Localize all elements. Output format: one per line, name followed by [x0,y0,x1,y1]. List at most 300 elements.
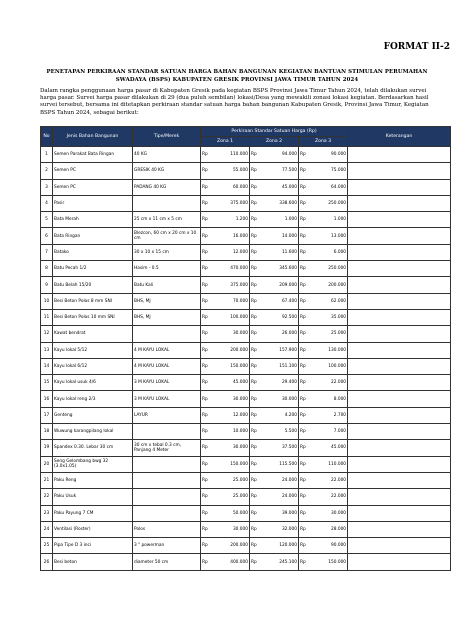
price-zona-3: 130.000 [312,342,348,358]
material-type: 3 " powerman [133,538,201,554]
row-number: 24 [41,521,53,537]
header-zona-3: Zona 3 [299,137,348,147]
format-label: FORMAT II-2 [383,42,450,52]
price-zona-2: 92.500 [263,309,299,325]
currency-zona-3: Rp [299,277,312,293]
material-type [133,326,201,342]
material-type: Batu Kali [133,277,201,293]
price-zona-3: 250.000 [312,261,348,277]
price-zona-3: 110.000 [312,456,348,472]
material-name: Kayu lokal 5/12 [53,342,133,358]
material-type: BHS, MJ [133,309,201,325]
price-zona-3: 22.000 [312,489,348,505]
row-number: 6 [41,228,53,244]
price-zona-2: 67.400 [263,293,299,309]
table-row [41,228,451,244]
material-type: 3 M KAYU LOKAL [133,391,201,407]
keterangan-cell [348,228,451,244]
currency-zona-2: Rp [250,456,263,472]
material-type: PADANG 40 KG [133,179,201,195]
material-name: Paku Usuk [53,489,133,505]
material-type: Hasim - 0.5 [133,261,201,277]
table-row [41,538,451,554]
material-name: Semen Parakat Bata Ringan [53,147,133,163]
keterangan-cell [348,391,451,407]
title-line-2: SWADAYA (BSPS) KABUPATEN GRESIK PROVINSI JAWA TIMUR TAHUN 2024 [115,77,359,83]
row-number: 14 [41,358,53,374]
price-zona-2: 32.000 [263,521,299,537]
price-zona-2: 26.000 [263,326,299,342]
header-zona-2: Zona 2 [250,137,299,147]
price-zona-1: 25.000 [214,489,250,505]
row-number: 7 [41,244,53,260]
currency-zona-1: Rp [201,179,214,195]
table-row [41,309,451,325]
material-name: Kayu lokal 6/12 [53,358,133,374]
currency-zona-2: Rp [250,309,263,325]
currency-zona-2: Rp [250,244,263,260]
price-zona-1: 400.000 [214,554,250,570]
currency-zona-3: Rp [299,554,312,570]
price-zona-2: 157.900 [263,342,299,358]
row-number: 10 [41,293,53,309]
header-perkiraan: Perkiraan Standar Satuan Harga (Rp) [201,127,348,137]
currency-zona-1: Rp [201,212,214,228]
material-type: 25 cm x 11 cm x 5 cm [133,212,201,228]
row-number: 25 [41,538,53,554]
row-number: 13 [41,342,53,358]
material-type: 4 M KAYU LOKAL [133,342,201,358]
currency-zona-2: Rp [250,179,263,195]
table-row [41,293,451,309]
material-type [133,505,201,521]
price-table [40,126,451,571]
price-zona-2: 29.400 [263,375,299,391]
table-row [41,212,451,228]
row-number: 5 [41,212,53,228]
price-zona-3: 90.000 [312,147,348,163]
currency-zona-1: Rp [201,538,214,554]
currency-zona-3: Rp [299,489,312,505]
table-row [41,277,451,293]
material-type: diameter 50 cm [133,554,201,570]
material-name: Genteng [53,407,133,423]
material-name: Besi beton [53,554,133,570]
currency-zona-1: Rp [201,358,214,374]
document-title [40,68,434,84]
row-number: 20 [41,456,53,472]
price-zona-3: 62.000 [312,293,348,309]
material-name: Bata Ringan [53,228,133,244]
row-number: 16 [41,391,53,407]
material-type: 4 M KAYU LOKAL [133,358,201,374]
price-zona-2: 94.000 [263,147,299,163]
price-zona-1: 200.000 [214,342,250,358]
row-number: 21 [41,472,53,488]
table-body [41,147,451,571]
price-zona-1: 50.000 [214,505,250,521]
keterangan-cell [348,489,451,505]
price-zona-2: 120.000 [263,538,299,554]
row-number: 8 [41,261,53,277]
price-zona-3: 30.000 [312,505,348,521]
material-name: Ventilasi (Roster) [53,521,133,537]
row-number: 9 [41,277,53,293]
keterangan-cell [348,147,451,163]
price-zona-2: 209.000 [263,277,299,293]
currency-zona-3: Rp [299,391,312,407]
price-zona-2: 14.000 [263,228,299,244]
price-zona-1: 45.000 [214,375,250,391]
keterangan-cell [348,342,451,358]
currency-zona-3: Rp [299,456,312,472]
currency-zona-3: Rp [299,163,312,179]
currency-zona-1: Rp [201,424,214,440]
price-zona-1: 200.000 [214,538,250,554]
price-zona-3: 22.000 [312,472,348,488]
currency-zona-2: Rp [250,505,263,521]
title-line-1: PENETAPAN PERKIRAAN STANDAR SATUAN HARGA BAHAN BANGUNAN KEGIATAN BANTUAN STIMULAN PERUMAHAN [46,69,428,75]
material-type [133,456,201,472]
price-zona-3: 13.000 [312,228,348,244]
material-name: Kawat bendrat [53,326,133,342]
currency-zona-1: Rp [201,228,214,244]
currency-zona-1: Rp [201,554,214,570]
keterangan-cell [348,293,451,309]
row-number: 2 [41,163,53,179]
currency-zona-1: Rp [201,244,214,260]
table-row [41,163,451,179]
material-type: BHS, MJ [133,293,201,309]
header-no: No [41,127,53,147]
currency-zona-3: Rp [299,472,312,488]
currency-zona-2: Rp [250,538,263,554]
currency-zona-2: Rp [250,147,263,163]
price-zona-1: 30.000 [214,326,250,342]
material-name: Paku Payung 7 CM [53,505,133,521]
table-row [41,456,451,472]
row-number: 1 [41,147,53,163]
price-zona-2: 1.000 [263,212,299,228]
currency-zona-2: Rp [250,489,263,505]
keterangan-cell [348,440,451,456]
table-row [41,407,451,423]
price-zona-3: 7.000 [312,424,348,440]
currency-zona-1: Rp [201,309,214,325]
table-row [41,554,451,570]
material-name: Bata Merah [53,212,133,228]
material-name: Batako [53,244,133,260]
currency-zona-3: Rp [299,244,312,260]
price-zona-2: 39.000 [263,505,299,521]
keterangan-cell [348,554,451,570]
keterangan-cell [348,424,451,440]
price-zona-3: 250.000 [312,195,348,211]
row-number: 19 [41,440,53,456]
currency-zona-3: Rp [299,407,312,423]
header-zona-1: Zona 1 [201,137,250,147]
keterangan-cell [348,179,451,195]
row-number: 18 [41,424,53,440]
table-row [41,489,451,505]
currency-zona-2: Rp [250,277,263,293]
row-number: 17 [41,407,53,423]
currency-zona-2: Rp [250,440,263,456]
table-header [41,127,451,147]
currency-zona-1: Rp [201,407,214,423]
currency-zona-1: Rp [201,342,214,358]
currency-zona-3: Rp [299,326,312,342]
material-name: Pasir [53,195,133,211]
currency-zona-2: Rp [250,391,263,407]
currency-zona-1: Rp [201,277,214,293]
price-zona-1: 30.000 [214,521,250,537]
material-type [133,472,201,488]
currency-zona-3: Rp [299,195,312,211]
material-type [133,489,201,505]
keterangan-cell [348,472,451,488]
keterangan-cell [348,375,451,391]
currency-zona-3: Rp [299,261,312,277]
table-row [41,424,451,440]
currency-zona-2: Rp [250,358,263,374]
table-row [41,440,451,456]
price-zona-1: 470.000 [214,261,250,277]
keterangan-cell [348,261,451,277]
currency-zona-1: Rp [201,505,214,521]
currency-zona-1: Rp [201,489,214,505]
price-zona-3: 6.000 [312,244,348,260]
keterangan-cell [348,212,451,228]
price-zona-2: 24.000 [263,472,299,488]
currency-zona-2: Rp [250,554,263,570]
currency-zona-3: Rp [299,440,312,456]
row-number: 23 [41,505,53,521]
currency-zona-1: Rp [201,195,214,211]
currency-zona-3: Rp [299,424,312,440]
price-zona-1: 60.000 [214,179,250,195]
intro-paragraph: Dalam rangka penggunaan harga pasar di Kabupaten Gresik pada kegiatan BSPS Provinsi Jawa Timur Tahun 2024, telah dilakukan survei harga pasar. Survei harga pasar dilakukan di 29 (dua puluh sembilan) lokasi/Desa yang mewakili zonasi lokasi kegiatan. Berdasarkan hasil survei tersebut, bersama ini ditetapkan perkiraan standar satuan harga bahan bangunan Kabupaten Gresik, Provinsi Jawa Timur, Kegiatan BSPS Tahun 2024, sebagai berikut: [40,88,429,116]
keterangan-cell [348,195,451,211]
material-name: Kayu lokal reng 2/3 [53,391,133,407]
currency-zona-3: Rp [299,228,312,244]
price-zona-2: 151.100 [263,358,299,374]
row-number: 11 [41,309,53,325]
currency-zona-1: Rp [201,456,214,472]
keterangan-cell [348,244,451,260]
material-name: Seng Gelombang bwg 32 (3.0x1.05) [53,456,133,472]
table-row [41,521,451,537]
material-name: Pipa Tipe D 3 inci [53,538,133,554]
price-zona-3: 100.000 [312,358,348,374]
currency-zona-2: Rp [250,472,263,488]
currency-zona-2: Rp [250,342,263,358]
header-jenis: Jenis Bahan Bangunan [53,127,133,147]
price-zona-1: 375.000 [214,195,250,211]
currency-zona-3: Rp [299,342,312,358]
price-zona-2: 338.600 [263,195,299,211]
price-zona-1: 100.000 [214,309,250,325]
currency-zona-2: Rp [250,212,263,228]
table-row [41,375,451,391]
currency-zona-2: Rp [250,228,263,244]
currency-zona-1: Rp [201,163,214,179]
keterangan-cell [348,358,451,374]
material-type: 30 x 10 x 15 cm [133,244,201,260]
keterangan-cell [348,163,451,179]
table-row [41,472,451,488]
header-keterangan: Keterangan [348,127,451,147]
keterangan-cell [348,456,451,472]
currency-zona-3: Rp [299,538,312,554]
price-zona-3: 64.000 [312,179,348,195]
price-zona-1: 30.000 [214,440,250,456]
material-name: Batu Belah 15/20 [53,277,133,293]
currency-zona-1: Rp [201,472,214,488]
row-number: 15 [41,375,53,391]
table-row [41,244,451,260]
table-row [41,179,451,195]
price-zona-1: 70.000 [214,293,250,309]
price-zona-2: 245.100 [263,554,299,570]
currency-zona-2: Rp [250,424,263,440]
price-zona-3: 25.000 [312,326,348,342]
price-zona-3: 45.000 [312,440,348,456]
keterangan-cell [348,538,451,554]
price-zona-2: 115.500 [263,456,299,472]
price-zona-2: 4.200 [263,407,299,423]
currency-zona-3: Rp [299,212,312,228]
currency-zona-2: Rp [250,375,263,391]
price-zona-1: 150.000 [214,358,250,374]
currency-zona-3: Rp [299,505,312,521]
price-zona-3: 28.000 [312,521,348,537]
currency-zona-2: Rp [250,293,263,309]
price-zona-3: 22.000 [312,375,348,391]
price-zona-2: 37.500 [263,440,299,456]
price-zona-2: 77.500 [263,163,299,179]
material-type: Blezcon, 60 cm x 20 cm x 10 cm [133,228,201,244]
keterangan-cell [348,326,451,342]
keterangan-cell [348,407,451,423]
price-zona-1: 12.000 [214,244,250,260]
price-zona-3: 75.000 [312,163,348,179]
row-number: 22 [41,489,53,505]
table-row [41,342,451,358]
currency-zona-3: Rp [299,358,312,374]
table-row [41,505,451,521]
currency-zona-3: Rp [299,147,312,163]
material-type [133,424,201,440]
currency-zona-2: Rp [250,261,263,277]
material-name: Semen PC [53,179,133,195]
price-zona-1: 55.000 [214,163,250,179]
price-zona-3: 150.000 [312,554,348,570]
currency-zona-3: Rp [299,309,312,325]
material-name: Kayu lokal usuk 4/6 [53,375,133,391]
currency-zona-3: Rp [299,293,312,309]
price-zona-3: 8.000 [312,391,348,407]
currency-zona-1: Rp [201,326,214,342]
price-zona-1: 375.000 [214,277,250,293]
price-zona-1: 1.200 [214,212,250,228]
price-zona-1: 25.000 [214,472,250,488]
currency-zona-2: Rp [250,521,263,537]
row-number: 26 [41,554,53,570]
material-type: 3 M KAYU LOKAL [133,375,201,391]
material-name: Batu Pecah 1/2 [53,261,133,277]
table-row [41,195,451,211]
keterangan-cell [348,277,451,293]
currency-zona-1: Rp [201,261,214,277]
price-zona-2: 30.000 [263,391,299,407]
row-number: 12 [41,326,53,342]
table-row [41,391,451,407]
currency-zona-3: Rp [299,375,312,391]
currency-zona-1: Rp [201,391,214,407]
price-zona-2: 11.600 [263,244,299,260]
price-zona-1: 12.000 [214,407,250,423]
keterangan-cell [348,309,451,325]
currency-zona-1: Rp [201,147,214,163]
material-type: LAYUR [133,407,201,423]
material-name: Semen PC [53,163,133,179]
currency-zona-2: Rp [250,195,263,211]
material-type: Polos [133,521,201,537]
row-number: 4 [41,195,53,211]
currency-zona-2: Rp [250,407,263,423]
material-name: Wuwung karangpilang lokal [53,424,133,440]
price-zona-2: 345.600 [263,261,299,277]
material-name: Paku Reng [53,472,133,488]
material-type: GRESIK 40 KG [133,163,201,179]
keterangan-cell [348,505,451,521]
price-zona-3: 1.000 [312,212,348,228]
table-row [41,261,451,277]
keterangan-cell [348,521,451,537]
table-row [41,326,451,342]
material-name: Spandex 0.30. Lebar 30 cm [53,440,133,456]
price-zona-2: 45.000 [263,179,299,195]
material-name: Besi Beton Polos 10 mm SNI [53,309,133,325]
currency-zona-1: Rp [201,375,214,391]
price-zona-2: 5.500 [263,424,299,440]
price-zona-3: 35.000 [312,309,348,325]
row-number: 3 [41,179,53,195]
header-tipe: Tipe/Merek [133,127,201,147]
currency-zona-3: Rp [299,521,312,537]
table-row [41,358,451,374]
price-zona-1: 150.000 [214,456,250,472]
currency-zona-2: Rp [250,326,263,342]
material-type: 40 KG [133,147,201,163]
price-zona-1: 16.000 [214,228,250,244]
material-type: 30 cm x tebal 0.3 cm, Panjang 4 Meter [133,440,201,456]
price-zona-3: 2.700 [312,407,348,423]
price-zona-3: 90.000 [312,538,348,554]
price-zona-1: 110.000 [214,147,250,163]
material-name: Besi Beton Polos 8 mm SNI [53,293,133,309]
currency-zona-1: Rp [201,440,214,456]
price-zona-2: 24.000 [263,489,299,505]
price-zona-1: 10.000 [214,424,250,440]
table-row [41,147,451,163]
currency-zona-3: Rp [299,179,312,195]
currency-zona-2: Rp [250,163,263,179]
material-type [133,195,201,211]
price-zona-3: 200.000 [312,277,348,293]
currency-zona-1: Rp [201,521,214,537]
